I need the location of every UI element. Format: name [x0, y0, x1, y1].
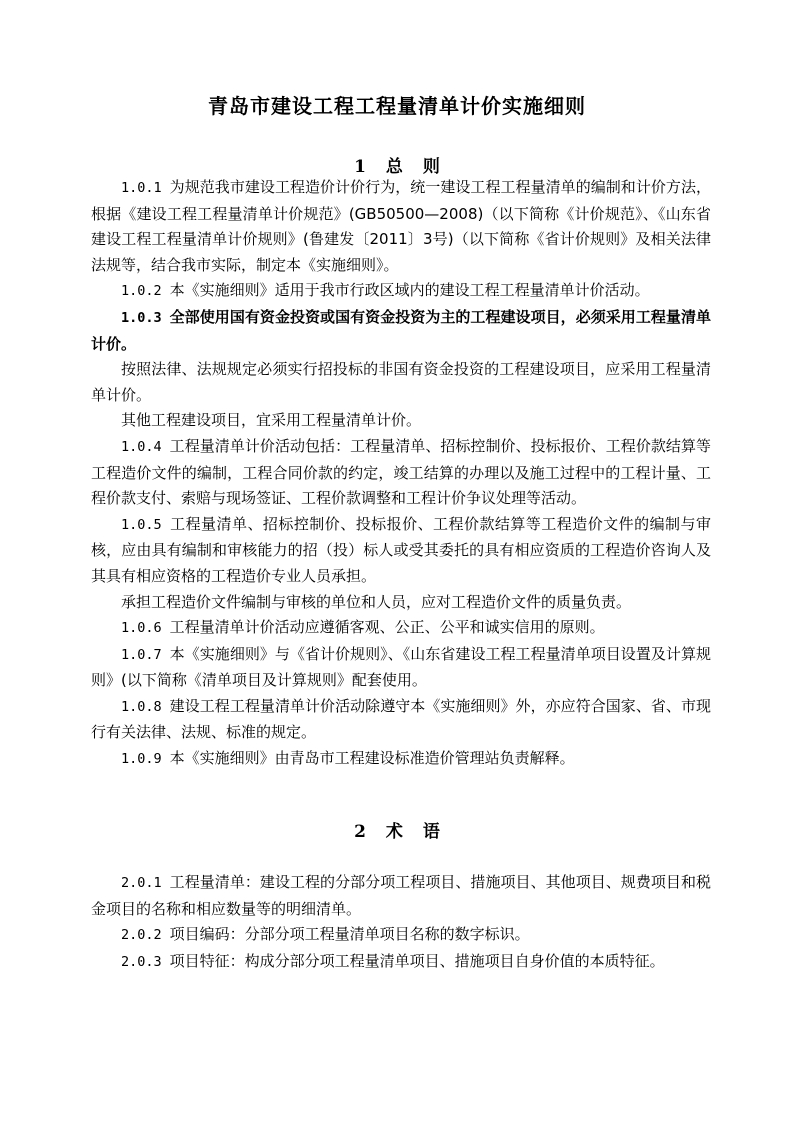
section-body-general: [91, 175, 711, 773]
clause-paragraph: [91, 278, 711, 305]
clause-text: 建设工程工程量清单计价活动除遵守本《实施细则》外，亦应符合国家、省、市现行有关法律、法规、标准的规定。: [91, 696, 711, 742]
clause-number: 2.0.2: [121, 927, 162, 944]
clause-text: 本《实施细则》与《省计价规则》、《山东省建设工程工程量清单项目设置及计算规则》(以下简称《清单项目及计算规则》配套使用。: [91, 644, 711, 690]
clause-number: 1.0.5: [121, 516, 162, 533]
section-heading-general: 1 总 则: [354, 157, 440, 177]
clause-number: 1.0.8: [121, 698, 162, 715]
clause-paragraph: [91, 175, 711, 278]
clause-number: 1.0.6: [121, 620, 162, 637]
clause-paragraph: [91, 870, 711, 922]
clause-number: 1.0.4: [121, 438, 162, 455]
clause-paragraph: [91, 615, 711, 642]
clause-text: 工程量清单、招标控制价、投标报价、工程价款结算等工程造价文件的编制与审核，应由具有编制和审核能力的招（投）标人或受其委托的具有相应资质的工程造价咨询人及其具有相应资格的工程造价专业人员承担。: [91, 514, 711, 585]
clause-number: 1.0.3: [121, 309, 162, 326]
clause-paragraph: [91, 434, 711, 512]
clause-paragraph: [91, 512, 711, 590]
clause-number: 1.0.2: [121, 283, 162, 300]
clause-number: 1.0.7: [121, 646, 162, 663]
clause-paragraph: [91, 642, 711, 694]
clause-text: 其他工程建设项目，宜采用工程量清单计价。: [121, 411, 422, 430]
clause-paragraph: [91, 408, 711, 434]
clause-text: 工程量清单计价活动应遵循客观、公正、公平和诚实信用的原则。: [169, 618, 605, 637]
clause-paragraph: [91, 694, 711, 746]
clause-paragraph: [91, 357, 711, 408]
clause-paragraph: [91, 590, 711, 616]
clause-paragraph: [91, 949, 711, 976]
section-heading-terms: 2 术 语: [354, 822, 440, 842]
clause-number: 2.0.1: [121, 875, 162, 891]
clause-paragraph: [91, 922, 711, 949]
page-title: 青岛市建设工程工程量清单计价实施细则: [208, 94, 586, 118]
section-body-terms: [91, 870, 711, 975]
clause-paragraph: [91, 746, 711, 773]
clause-text: 按照法律、法规规定必须实行招投标的非国有资金投资的工程建设项目，应采用工程量清单计价。: [91, 360, 711, 404]
clause-text: 承担工程造价文件编制与审核的单位和人员，应对工程造价文件的质量负责。: [121, 592, 632, 611]
clause-number: 1.0.9: [121, 751, 162, 768]
clause-number: 1.0.1: [121, 180, 162, 196]
clause-text: 项目特征：构成分部分项工程量清单项目、措施项目自身价值的本质特征。: [169, 951, 665, 970]
clause-number: 2.0.3: [121, 953, 162, 970]
clause-text: 本《实施细则》适用于我市行政区域内的建设工程工程量清单计价活动。: [169, 281, 650, 300]
clause-text: 工程量清单：建设工程的分部分项工程项目、措施项目、其他项目、规费项目和税金项目的名称和相应数量等的明细清单。: [91, 873, 711, 918]
clause-text: 本《实施细则》由青岛市工程建设标准造价管理站负责解释。: [169, 749, 575, 768]
clause-paragraph: [91, 305, 711, 357]
clause-text: 工程量清单计价活动包括：工程量清单、招标控制价、投标报价、工程价款结算等工程造价文件的编制，工程合同价款的约定，竣工结算的办理以及施工过程中的工程计量、工程价款支付、索赔与现场签证、工程价款调整和工程计价争议处理等活动。: [91, 436, 711, 508]
clause-text: 为规范我市建设工程造价计价行为，统一建设工程工程量清单的编制和计价方法，根据《建设工程工程量清单计价规范》(GB50500—2008)（以下简称《计价规范》、《山东省建设工程工程量清单计价规则》(鲁建发〔2011〕3号)（以下简称《省计价规则》及相关法律法规等，结合我市实际，制定本《实施细则》。: [91, 178, 711, 274]
clause-text: 全部使用国有资金投资或国有资金投资为主的工程建设项目，必须采用工程量清单计价。: [91, 307, 711, 353]
clause-text: 项目编码：分部分项工程量清单项目名称的数字标识。: [169, 925, 530, 944]
